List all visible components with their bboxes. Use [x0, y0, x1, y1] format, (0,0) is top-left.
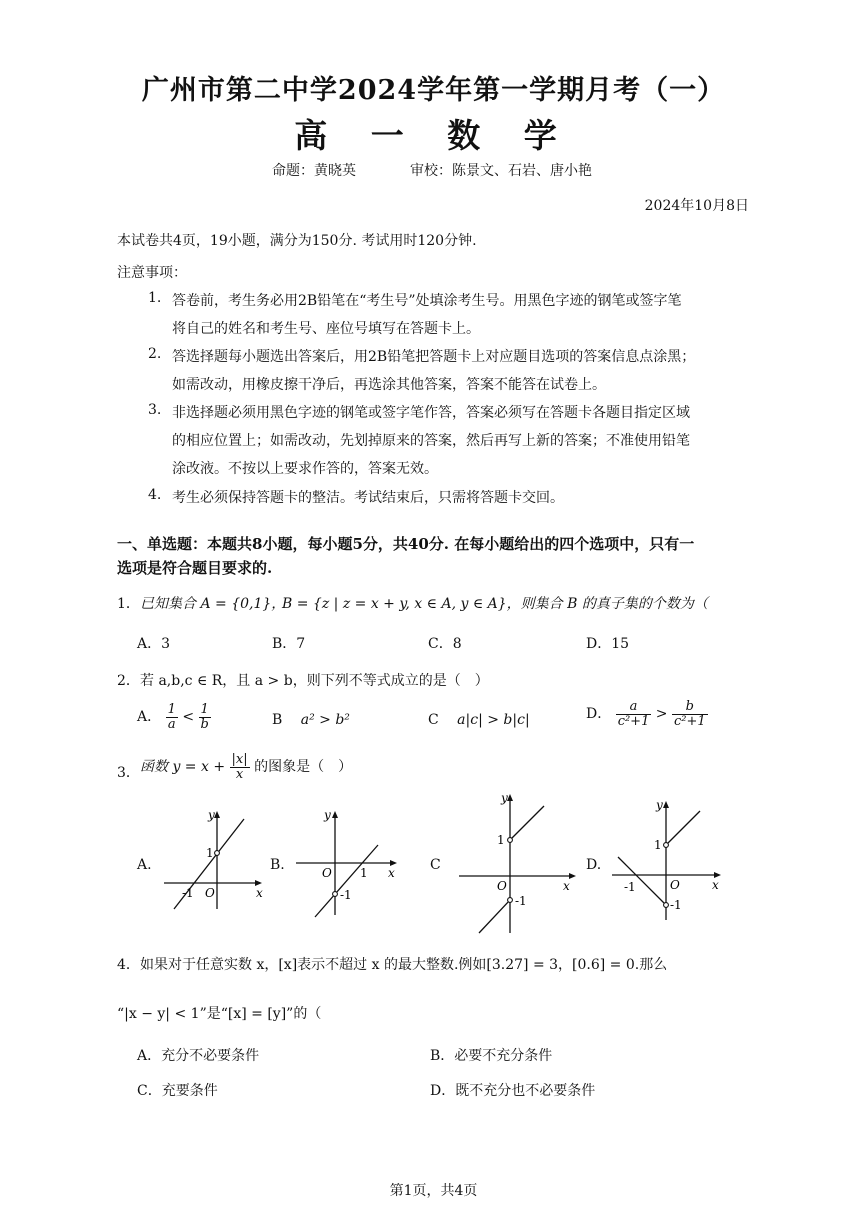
stem-part: 的图象是（ ） [254, 759, 353, 776]
graph-b-svg [290, 805, 405, 920]
option-b: B．必要不充分条件 [430, 1048, 553, 1064]
option-label: D． [586, 706, 612, 723]
open-point [215, 851, 220, 856]
option-label: C [428, 712, 439, 728]
question-number: 4． [117, 957, 140, 973]
function-line [315, 845, 378, 917]
graph-a-svg [160, 805, 270, 915]
notice-heading: 注意事项： [117, 265, 187, 281]
x-axis-label: x [712, 878, 719, 892]
option-d: D．既不充分也不必要条件 [430, 1083, 596, 1099]
fraction [616, 700, 652, 728]
note-line: 非选择题必须用黑色字迹的钢笔或签字笔作答，答案必须写在答题卡各题目指定区域 [172, 405, 690, 421]
exam-author: 命题：黄晓英 [272, 163, 356, 179]
denominator: c²+1 [617, 713, 650, 729]
note-line: 如需改动，用橡皮擦干净后，再选涂其他答案，答案不能答在试卷上。 [172, 377, 606, 393]
graph-c [455, 788, 585, 942]
question-number: 3． [117, 765, 140, 781]
note-number: 3. [148, 402, 162, 418]
option-c [428, 712, 530, 728]
branch-right [666, 811, 700, 845]
y-axis-label: y [501, 791, 508, 805]
note-line: 考生必须保持答题卡的整洁。考试结束后，只需将答题卡交回。 [172, 490, 564, 506]
graph-label-c: C [430, 857, 441, 873]
option-b [272, 712, 350, 728]
denominator: x [235, 766, 244, 782]
option-a: A．充分不必要条件 [137, 1048, 260, 1064]
option-label: A． [137, 709, 162, 726]
graph-label-d: D. [586, 857, 602, 873]
option-text: a² > b² [300, 712, 350, 728]
note-number: 1. [148, 290, 162, 306]
note-number: 2. [148, 346, 162, 362]
option-text: a|c| > b|c| [457, 712, 530, 728]
numerator: |x| [231, 752, 248, 767]
open-point [333, 892, 338, 897]
y-arrow [214, 811, 220, 818]
question-stem: 若 a,b,c ∈ R，且 a > b，则下列不等式成立的是（ ） [140, 673, 489, 689]
denominator: c²+1 [673, 713, 706, 729]
fraction [230, 753, 250, 781]
origin-label: O [205, 886, 215, 900]
tick-label: 1 [360, 866, 368, 880]
tick-label: -1 [182, 886, 194, 900]
option-c: C．8 [428, 636, 462, 652]
graph-d-svg [608, 795, 728, 925]
exam-summary: 本试卷共4页，19小题，满分为150分. 考试用时120分钟. [117, 233, 477, 249]
option-c: C．充要条件 [137, 1083, 218, 1099]
open-point [664, 843, 669, 848]
x-axis-label: x [256, 886, 263, 900]
question-stem [140, 753, 352, 781]
question-number: 1． [117, 596, 140, 612]
tick-label: -1 [670, 898, 682, 912]
option-d: D．15 [586, 636, 630, 652]
note-number: 4. [148, 487, 162, 503]
exam-title: 广州市第二中学2024学年第一学期月考（一） [141, 75, 726, 106]
tick-label: -1 [624, 880, 636, 894]
origin-label: O [497, 879, 507, 893]
graph-label-b: B. [270, 857, 285, 873]
x-axis-label: x [563, 879, 570, 893]
origin-label: O [670, 878, 680, 892]
tick-label: 1 [654, 838, 662, 852]
relation-sign: < [182, 709, 195, 726]
denominator: b [200, 716, 209, 732]
fraction [672, 700, 708, 728]
graph-label-a: A. [137, 857, 152, 873]
note-line: 答选择题每小题选出答案后，用2B铅笔把答题卡上对应题目选项的答案信息点涂黑； [172, 349, 696, 365]
note-line: 涂改液。不按以上要求作答的，答案无效。 [172, 461, 438, 477]
y-arrow [663, 801, 669, 808]
tick-label: -1 [340, 888, 352, 902]
graph-c-svg [455, 788, 585, 938]
y-arrow [332, 811, 338, 818]
note-line: 的相应位置上；如需改动，先划掉原来的答案，然后再写上新的答案；不准使用铅笔 [172, 433, 690, 449]
numerator: 1 [167, 702, 176, 717]
note-line: 答卷前，考生务必用2B铅笔在“考生号”处填涂考生号。用黑色字迹的钢笔或签字笔 [172, 293, 682, 309]
note-line: 将自己的姓名和考生号、座位号填写在答题卡上。 [172, 321, 480, 337]
option-label: B [272, 712, 283, 728]
origin-label: O [322, 866, 332, 880]
denominator: a [167, 716, 176, 732]
graph-d [608, 795, 728, 929]
open-point [664, 903, 669, 908]
section-heading: 选项是符合题目要求的. [117, 559, 273, 577]
fraction [199, 703, 211, 731]
question-stem: 如果对于任意实数 x，[x]表示不超过 x 的最大整数.例如[3.27] = 3，[0.6] = 0.那么 [140, 957, 668, 973]
branch-left [479, 900, 510, 933]
page-number: 第1页，共4页 [389, 1183, 478, 1199]
tick-label: 1 [206, 846, 214, 860]
exam-subject: 高 一 数 学 [294, 116, 573, 155]
question-stem: B = {z | z = x + y, x ∈ A, y ∈ A}，则集合 B 的真子集的个数为（ [282, 596, 708, 612]
fraction [166, 703, 178, 731]
relation-sign: > [655, 706, 668, 723]
numerator: 1 [199, 703, 211, 718]
y-arrow [507, 794, 513, 801]
graph-a [160, 805, 270, 919]
stem-part: 函数 y = x + [140, 759, 226, 776]
option-a [137, 703, 211, 731]
option-a: A．3 [137, 636, 171, 652]
open-point [508, 898, 513, 903]
numerator: b [672, 700, 708, 715]
question-stem: 已知集合 A = {0,1}， [140, 596, 286, 612]
option-b: B．7 [272, 636, 306, 652]
y-axis-label: y [656, 798, 663, 812]
x-axis-label: x [388, 866, 395, 880]
numerator: a [616, 700, 652, 715]
exam-reviewers: 审校：陈景文、石岩、唐小艳 [410, 163, 592, 179]
question-number: 2． [117, 673, 140, 689]
x-arrow [569, 873, 576, 879]
exam-date: 2024年10月8日 [644, 198, 749, 214]
question-stem: “|x − y| < 1”是“[x] = [y]”的（ [117, 1006, 322, 1022]
y-axis-label: y [208, 808, 215, 822]
section-heading: 一、单选题：本题共8小题，每小题5分，共40分. 在每小题给出的四个选项中，只有一 [117, 535, 695, 553]
y-axis-label: y [324, 808, 331, 822]
tick-label: -1 [515, 894, 527, 908]
graph-b [290, 805, 405, 924]
option-d [586, 700, 708, 728]
branch-right [510, 806, 544, 840]
tick-label: 1 [497, 833, 505, 847]
open-point [508, 838, 513, 843]
